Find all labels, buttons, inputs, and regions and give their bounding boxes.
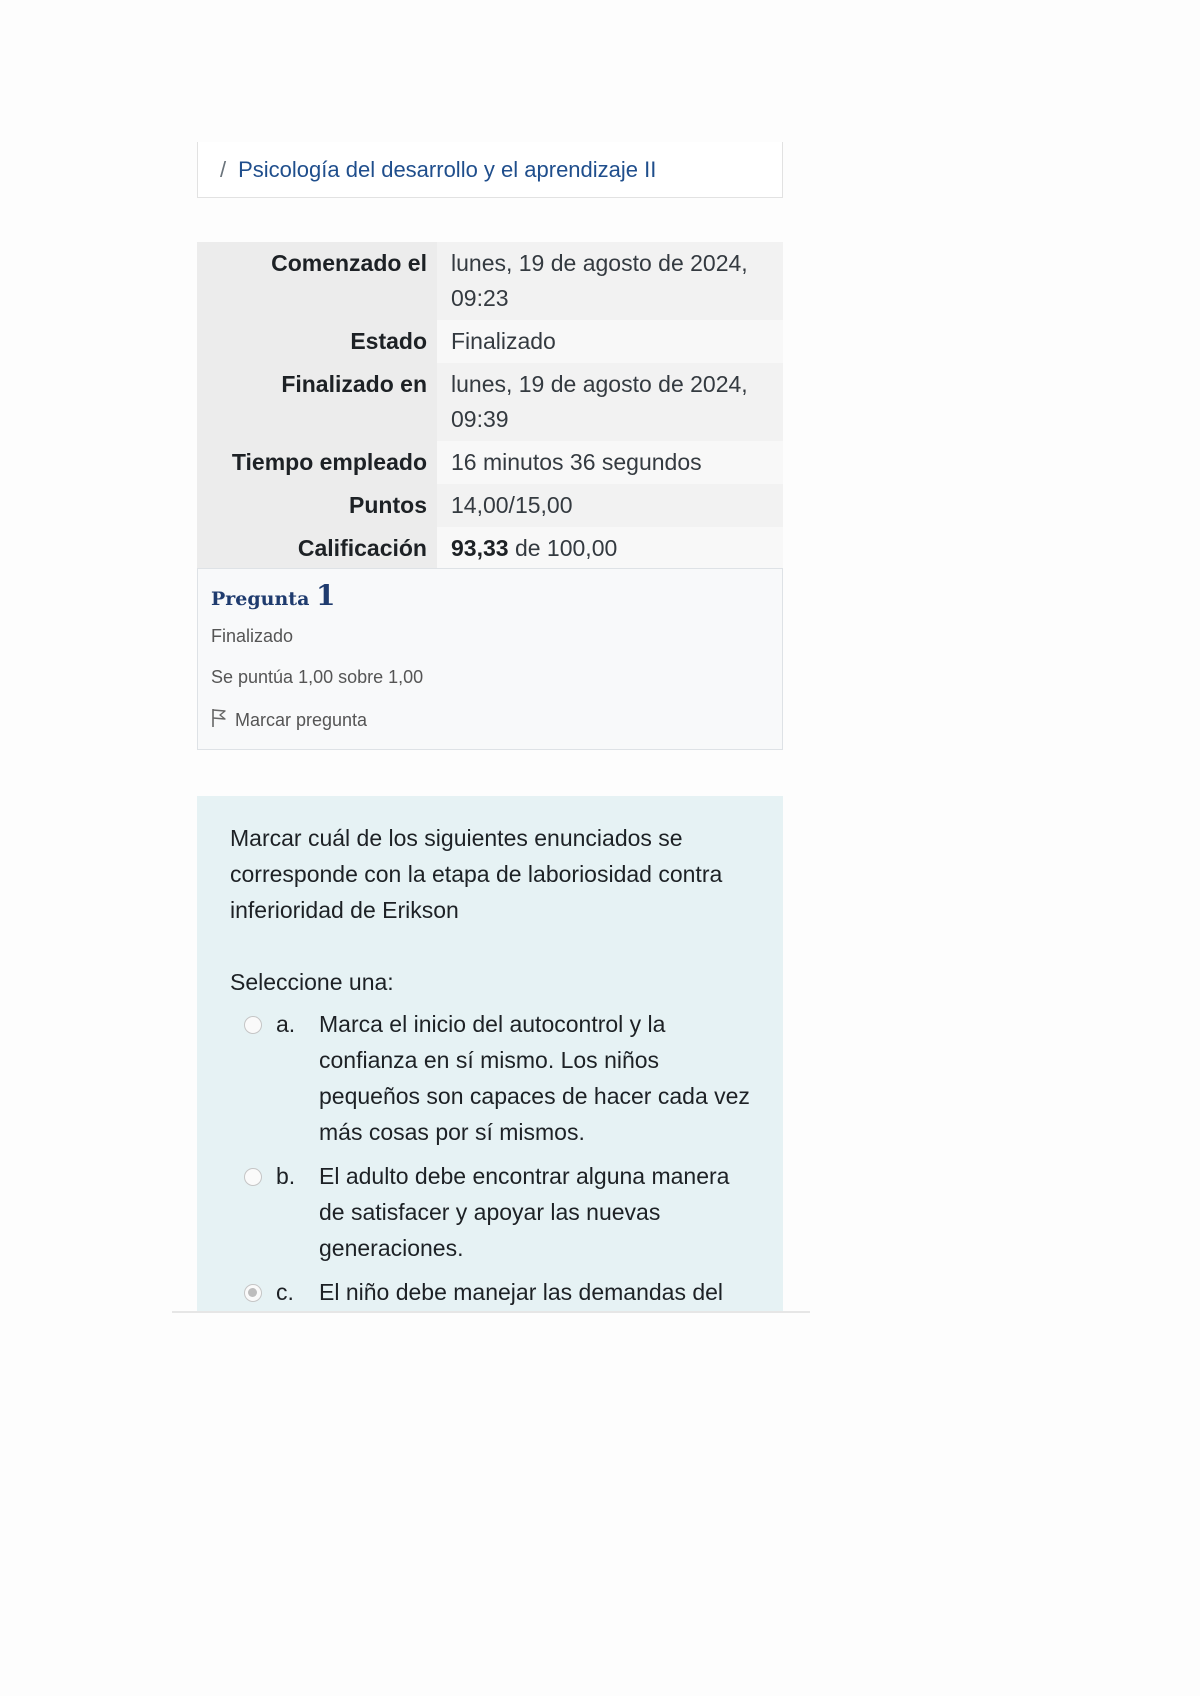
summary-value: lunes, 19 de agosto de 2024, 09:39 [437,363,783,441]
summary-row-grade [197,527,783,570]
question-title-label: Pregunta [211,588,310,610]
grade-label: Calificación [197,527,437,570]
answer-radio-a[interactable] [244,1016,262,1034]
answer-letter: a. [276,1011,296,1037]
flag-question-label: Marcar pregunta [235,710,368,730]
summary-row [197,242,783,320]
summary-value: lunes, 19 de agosto de 2024, 09:23 [437,242,783,320]
question-info-panel [197,568,783,750]
breadcrumb-separator: / [220,156,227,182]
answer-option-a[interactable] [230,1006,751,1150]
summary-row [197,320,783,363]
answer-option-b[interactable] [230,1158,751,1266]
summary-row [197,441,783,484]
question-state: Finalizado [211,626,294,646]
summary-label: Puntos [197,484,437,527]
attempt-summary-table [197,242,783,570]
answer-option-c[interactable] [230,1274,751,1310]
answer-text: Marca el inicio del autocontrol y la confianza en sí mismo. Los niños pequeños son capaces de hacer cada vez más cosas por sí mismos. [319,1011,750,1145]
answer-prompt: Seleccione una: [230,969,394,995]
summary-label: Finalizado en [197,363,437,441]
answer-text: El adulto debe encontrar alguna manera de satisfacer y apoyar las nuevas generaciones. [319,1163,730,1261]
breadcrumb-course-link[interactable]: Psicología del desarrollo y el aprendizaje II [238,156,657,182]
grade-suffix: de 100,00 [508,535,618,561]
summary-value: Finalizado [437,320,783,363]
question-text: Marcar cuál de los siguientes enunciados se corresponde con la etapa de laboriosidad contra inferioridad de Erikson [230,825,723,923]
divider [172,1311,810,1313]
answer-letter: c. [276,1279,294,1305]
summary-value: 16 minutos 36 segundos [437,441,783,484]
summary-row [197,484,783,527]
summary-label: Tiempo empleado [197,441,437,484]
answer-text: El niño debe manejar las demandas del [319,1279,724,1305]
answer-radio-b[interactable] [244,1168,262,1186]
grade-score: 93,33 [451,535,509,561]
answer-letter: b. [276,1163,296,1189]
answer-radio-c[interactable] [244,1284,262,1302]
breadcrumb [197,142,783,198]
question-title [211,579,769,612]
question-number: 1 [316,579,336,612]
question-grade: Se puntúa 1,00 sobre 1,00 [211,667,424,687]
flag-icon [211,708,227,733]
grade-value [437,527,783,570]
summary-label: Comenzado el [197,242,437,320]
flag-question-button[interactable] [211,708,769,733]
summary-value: 14,00/15,00 [437,484,783,527]
summary-label: Estado [197,320,437,363]
summary-row [197,363,783,441]
question-content [197,796,783,1312]
